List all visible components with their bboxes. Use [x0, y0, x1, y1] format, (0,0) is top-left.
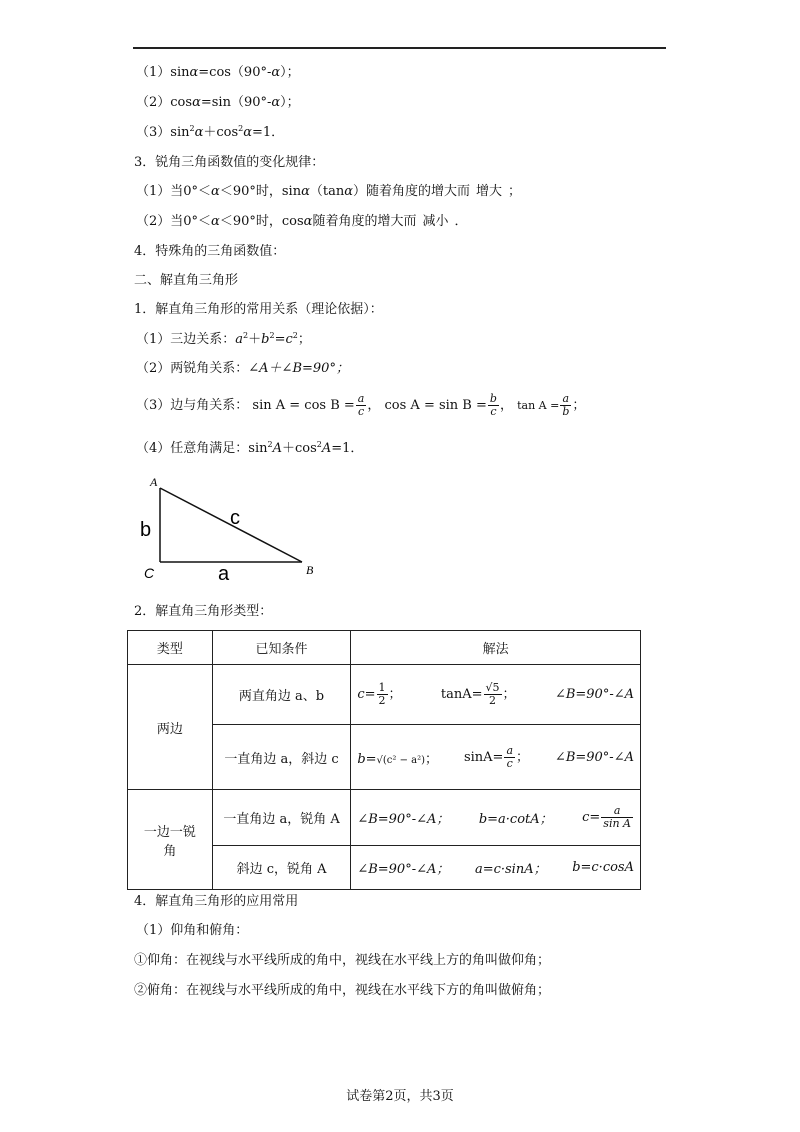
label-b: b	[140, 519, 152, 541]
group-side-angle: 一边一锐 角	[128, 790, 213, 890]
relations-heading: 1．解直角三角形的常用关系（理论依据）：	[134, 302, 383, 317]
relation-side-angle: （3）边与角关系： sin A = cos B = $\frac{a}{c}$ ， cos A = sin B = $\frac{b}{c}$ ， tan A = $\frac{a}{b}$ ；	[136, 392, 586, 418]
application-heading: 4．解直角三角形的应用常用	[134, 894, 299, 909]
relation-angles: （2）两锐角关系：∠A＋∠B=90°；	[136, 361, 349, 376]
label-c: c	[230, 507, 240, 529]
part2-heading: 二、解直角三角形	[134, 273, 239, 288]
depression-definition: ②俯角：在视线与水平线所成的角中，视线在水平线下方的角叫做俯角；	[134, 983, 551, 998]
identity-3: $(3)\sin^2\alpha+\cos^2\alpha=1$．	[136, 124, 285, 140]
rule-increase: （1）当0°＜α＜90°时，sinα（tanα）随着角度的增大而 增大 ；	[136, 184, 522, 199]
condition-cell: 一直角边 a，斜边 c	[212, 725, 351, 790]
table-row	[128, 665, 641, 725]
page-footer: 试卷第2页，共3页	[346, 1089, 454, 1104]
method-cell: ∠B=90°-∠A； a=c·sinA； b=c·cosA	[351, 846, 641, 890]
header-method: 解法	[351, 631, 641, 665]
condition-cell: 一直角边 a，锐角 A	[212, 790, 351, 846]
table-header-row	[128, 631, 641, 665]
group-two-sides: 两边	[128, 665, 213, 790]
identity-2: （2）cosα=sin（90°-α）；	[136, 95, 300, 110]
vertex-B: B	[306, 563, 314, 577]
header-condition: 已知条件	[212, 631, 351, 665]
condition-cell: 两直角边 a、b	[212, 665, 351, 725]
vertex-A: A	[150, 475, 158, 489]
relation-any-angle: （4）任意角满足：$\sin^2A+\cos^2A=1$．	[136, 440, 364, 456]
right-triangle-diagram	[140, 474, 330, 584]
elevation-definition: ①仰角：在视线与水平线所成的角中，视线在水平线上方的角叫做仰角；	[134, 953, 551, 968]
rule-decrease: （2）当0°＜α＜90°时，cosα随着角度的增大而 减小 ．	[136, 214, 468, 229]
table-row	[128, 790, 641, 846]
condition-cell: 斜边 c，锐角 A	[212, 846, 351, 890]
types-heading: 2．解直角三角形类型：	[134, 604, 273, 619]
method-cell: c= $\frac{1}{2}$ ； tanA= $\frac{√5}{2}$ ； ∠B=90°-∠A	[351, 665, 641, 725]
vertex-C: C	[144, 565, 155, 581]
special-values-heading: 4．特殊角的三角函数值：	[134, 244, 286, 259]
relation-sides: （1）三边关系：$a^2+b^2=c^2$；	[136, 331, 311, 347]
identity-1: （1）sinα=cos（90°-α）；	[136, 65, 300, 80]
section3-heading: 3．锐角三角函数值的变化规律：	[134, 155, 325, 170]
top-rule	[133, 47, 666, 49]
solution-types-table	[127, 630, 641, 890]
header-type: 类型	[128, 631, 213, 665]
method-cell: ∠B=90°-∠A； b=a·cotA； c= $\frac{a}{\text{sin A}}$	[351, 790, 641, 846]
angle-types-heading: （1）仰角和俯角：	[136, 923, 249, 938]
method-cell: b=√(c² − a²)； sinA= $\frac{a}{c}$ ； ∠B=90°-∠A	[351, 725, 641, 790]
label-a: a	[218, 563, 230, 584]
